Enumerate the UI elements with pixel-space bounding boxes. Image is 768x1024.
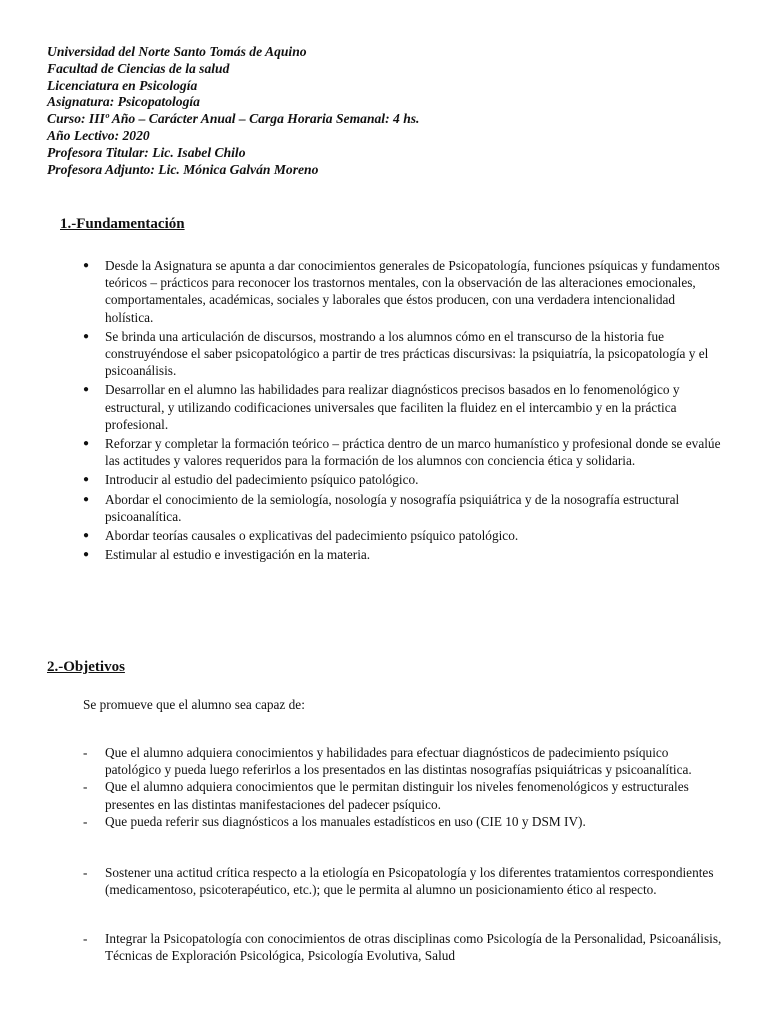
header-faculty: Facultad de Ciencias de la salud — [47, 60, 230, 76]
header-university: Universidad del Norte Santo Tomás de Aquino — [47, 44, 307, 59]
objetivos-list-group-3 — [83, 930, 723, 964]
bullet-dot-icon: ● — [83, 438, 90, 450]
bullet-item: ● Desde la Asignatura se apunta a dar conocimientos generales de Psicopatología, funciones psíquicas y fundamentos teóricos – prácticos para reconocer los trastornos mentales, con la observación de las alteraciones emocionales, comportamentales, académicas, sociales y laborales que éstos producen, con una verdadera intencionalidad holística. — [83, 258, 720, 325]
bullet-dot-icon: ● — [83, 260, 90, 271]
dash-marker: - — [83, 745, 88, 760]
bullet-item: ● Se brinda una articulación de discursos, mostrando a los alumnos cómo en el transcurso de la historia fue construyéndose el saber psicopatológico a partir de tres prácticas discursivas: la psiquiatría, la psicopatología y el psicoanálisis. — [83, 328, 709, 379]
bullet-dot-icon: ● — [83, 493, 90, 505]
header-professor-titular: Profesora Titular: Lic. Isabel Chilo — [47, 144, 246, 160]
header-subject: Asignatura: Psicopatología — [47, 94, 200, 110]
objetivos-list-group-1 — [83, 744, 723, 830]
list-item: - Que el alumno adquiera conocimientos y habilidades para efectuar diagnósticos de padecimiento psíquico patológico y pueda luego referirlos a los presentados en las distintas nosografías psiquiátricas y psicoanalítica. — [83, 745, 692, 778]
dash-marker: - — [83, 931, 88, 946]
bullet-item: ● Abordar el conocimiento de la semiología, nosología y nosografía psiquiátrica y de la nosografía estructural psicoanalítica. — [83, 491, 680, 524]
fundamentacion-bullet-list — [83, 257, 723, 565]
bullet-item: ● Desarrollar en el alumno las habilidades para realizar diagnósticos precisos basados en lo fenomenológico y estructural, y utilizando codificaciones universales que faciliten la fluidez en el intercambio y en la práctica profesional. — [83, 382, 680, 432]
bullet-item: ● Abordar teorías causales o explicativas del padecimiento psíquico patológico. — [83, 528, 519, 544]
bullet-dot-icon: ● — [83, 530, 90, 542]
dash-marker: - — [83, 779, 88, 795]
section-heading-fundamentacion: 1.-Fundamentación — [60, 216, 185, 232]
list-item: - Que pueda referir sus diagnósticos a los manuales estadísticos en uso (CIE 10 y DSM IV). — [83, 813, 586, 829]
section-heading-objetivos: 2.-Objetivos — [47, 659, 125, 675]
header-degree: Licenciatura en Psicología — [47, 77, 198, 93]
bullet-dot-icon: ● — [83, 384, 90, 396]
list-item: - Que el alumno adquiera conocimientos que le permitan distinguir los niveles fenomenológicos y estructurales presentes en las distintas manifestaciones del padecer psíquico. — [83, 779, 689, 812]
document-header — [47, 44, 419, 178]
list-item: - Integrar la Psicopatología con conocimientos de otras disciplinas como Psicología de la Personalidad, Psicoanálisis, Técnicas de Exploración Psicológica, Psicología Evolutiva, Salud — [83, 931, 722, 964]
bullet-dot-icon: ● — [83, 330, 90, 342]
bullet-item: ● Estimular al estudio e investigación en la materia. — [83, 547, 371, 563]
bullet-dot-icon: ● — [83, 549, 90, 561]
dash-marker: - — [83, 865, 88, 880]
dash-marker: - — [83, 813, 88, 829]
list-item: - Sostener una actitud crítica respecto a la etiología en Psicopatología y los diferentes tratamientos correspondientes (medicamentoso, psicoterapéutico, etc.); que le permita al alumno un posicionamiento ético al respecto. — [83, 865, 714, 898]
bullet-dot-icon: ● — [83, 474, 90, 486]
header-academic-year: Año Lectivo: 2020 — [47, 127, 150, 143]
bullet-item: ● Reforzar y completar la formación teórico – práctica dentro de un marco humanístico y profesional donde se evalúe las actitudes y valores requeridos para la formación de los alumnos con conciencia ética y solidaria. — [83, 436, 721, 469]
objetivos-intro: Se promueve que el alumno sea capaz de: — [83, 697, 305, 712]
bullet-item: ● Introducir al estudio del padecimiento psíquico patológico. — [83, 472, 419, 488]
header-course: Curso: IIIº Año – Carácter Anual – Carga Horaria Semanal: 4 hs. — [47, 111, 420, 127]
header-professor-adjunct: Profesora Adjunto: Lic. Mónica Galván Moreno — [47, 161, 319, 177]
objetivos-list-group-2 — [83, 864, 723, 898]
